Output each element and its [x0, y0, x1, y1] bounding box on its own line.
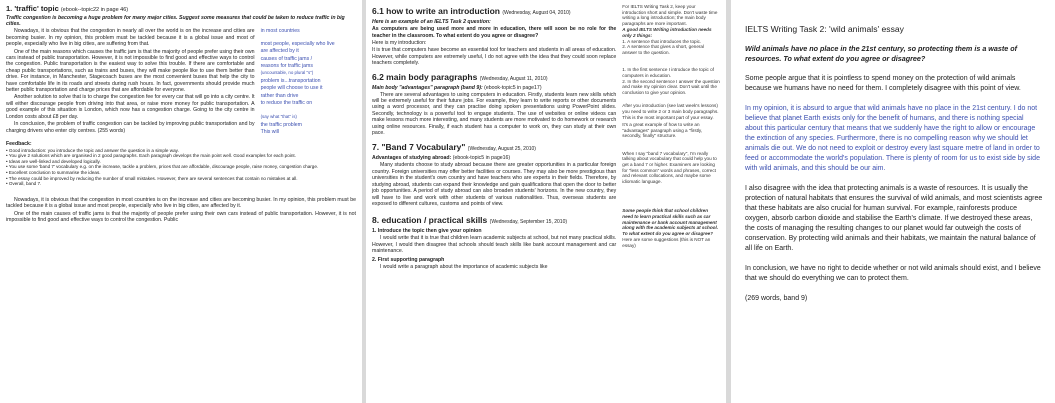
section-heading — [6, 4, 356, 13]
note: problem is...transportation — [260, 77, 321, 84]
revised-paragraph: Nowadays, it is obvious that the congestion in most countries is on the increase and cities are becoming busier. In my opinion, this problem must be tackled because it is a global issue and most people, especially who live in big cities, are affected by it. — [6, 196, 356, 210]
section-heading — [372, 142, 616, 152]
sample-paragraph: I would write a paragraph about the importance of academic subjects like — [380, 263, 548, 270]
note: reasons for traffic jams — [260, 63, 313, 70]
heading-text: 8. education / practical skills — [372, 215, 488, 226]
essay-question: Traffic congestion is becoming a huge problem for many major cities. Suggest some measures that could be taken to reduce traffic in big cities. — [6, 15, 345, 28]
margin-note: A good IELTS Writing introduction needs only 2 things: — [622, 27, 712, 38]
note: (say what "that" is) — [260, 114, 297, 120]
essay-paragraph: One of the main reasons which causes the traffic jam is that the majority of people prefer using their own cars instead of public transportation. However, it is not impossible to find good and effective ways to control the congestion. Public transportation is the easiest way to solve this trouble. If there are comfortable and cheap public transportations, such as trains and buses, they will make people like to use them better than drive. For instance, in Manchester, Stagecoach buses are the most convenient buses that help the city to have comfortable life in its roads and streets during rush hours. In fact, governments should provide much better public transportation and charge prices that are affordable for everyone. — [6, 48, 255, 94]
heading-date: (Wednesday, August 04, 2010) — [502, 10, 571, 16]
feedback-item: • You give 2 solutions which are organised in 2 good paragraphs. Each paragraph develops the main point well. Good examples for each point. — [6, 153, 296, 159]
subheading-text: Main body "advantages" paragraph (band 9): — [372, 84, 483, 91]
note: This will — [260, 129, 280, 136]
note: are affected by it — [260, 48, 299, 55]
note: (uncountable, no plural "s") — [260, 70, 314, 76]
intro-label: Here is my introduction: — [372, 40, 427, 47]
subheading-ref: (ebook-topic5 in page16) — [452, 155, 511, 162]
heading-text: 1. 'traffic' topic — [6, 4, 59, 13]
essay-paragraph: In conclusion, we have no right to decide whether or not wild animals should exist, and I believe that we should do everything we can to protect them. — [745, 265, 1041, 282]
heading-date: (Wednesday, August 11, 2010) — [479, 75, 548, 82]
note: most people, especially who live — [260, 40, 335, 47]
essay-paragraph: In my opinion, it is absurd to argue that wild animals have no place in the 21st century. I do not believe that planet Earth exists only for the benefit of humans, and there is nothing special about this particular century that means that we suddenly have the right to allow or encourage the extinction of any species. Furthermore, there is no compelling reason why we should let animals die out. We do not need to exploit or destroy every last square metre of land in order to feed or accommodate the world's population. There is plenty of room for us to exist side by side with wild animals, and this should be our aim. — [745, 105, 1040, 172]
margin-notes — [616, 4, 720, 271]
heading-text: 7. "Band 7 Vocabulary" — [372, 142, 466, 153]
essay-paragraph: Nowadays, it is obvious that the congestion in nearly all over the world is on the increase and cities are becoming busier. In my opinion, this problem must be tackled because it is a global issue and most of people, especially who live in big cities, are suffering from that. — [6, 28, 255, 48]
document-page-traffic — [0, 0, 362, 403]
heading-ref: (ebook--topic22 in page 46) — [60, 7, 129, 13]
feedback-item: • Excellent conclusion to summarise the ideas. — [6, 170, 101, 176]
subheading: 2. First supporting paragraph — [372, 256, 445, 263]
note: the traffic problem — [260, 121, 302, 128]
note: to reduce the traffic on — [260, 100, 313, 107]
intro-label: Here is an example of an IELTS Task 2 question: — [372, 19, 491, 25]
sample-paragraph — [372, 92, 616, 137]
heading-date: (Wednesday, September 15, 2010) — [489, 219, 568, 226]
note: in most countries — [260, 28, 300, 35]
section-heading — [372, 215, 616, 225]
margin-note: Some people think that school children need to learn practical skills such as car maintenance or bank account management along with the academic subjects at school. To what extent do you agree or disagree? — [622, 208, 719, 236]
essay-paragraph: Some people argue that it is pointless to spend money on the protection of wild animals because we humans have no need for them. I completely disagree with this point of view. — [745, 75, 1021, 92]
feedback-item: • The essay could be improved by reducing the number of small mistakes. However, there are several sentences that contain no mistakes at all. — [6, 175, 298, 181]
subheading — [372, 155, 616, 161]
feedback-item: • You use some 'band 7' vocabulary e.g. on the increase, tackle a problem, prices that are affordable, discourage people, raise money, congestion charge. — [6, 164, 319, 170]
subheading — [372, 85, 616, 91]
section-heading — [372, 6, 616, 16]
feedback-title: Feedback: — [6, 140, 32, 147]
margin-note: It's a great example of how to write an "advantages" paragraph using a "firstly, secondly, finally" structure. — [622, 122, 703, 139]
essay-paragraph: In conclusion, the problem of traffic congestion can be tackled by improving public transportation and by charging drivers who enter city centres. (255 words) — [6, 121, 255, 134]
document-page-writing-lessons — [366, 0, 726, 403]
essay-title: IELTS Writing Task 2: 'wild animals' essay — [745, 24, 904, 34]
heading-text: 6.1 how to write an introduction — [372, 6, 500, 16]
heading-date: (Wednesday, August 25, 2010) — [467, 146, 536, 153]
margin-note: Here are some suggestions (this is NOT an essay) — [622, 237, 711, 248]
note: causes of traffic jams / — [260, 55, 313, 62]
feedback-list — [6, 148, 356, 187]
subheading-ref: (ebook-topic5 in page17) — [484, 84, 542, 91]
essay-paragraph: I also disagree with the idea that protecting animals is a waste of resources. It is usually the protection of natural habitats that ensures the survival of wild animals, and most scientists agree that these habitats are also crucial for human survival. For example, rainforests produce oxygen, absorb carbon dioxide and stabilise the Earth's climate. If we destroyed these areas, the costs of managing the resulting changes to our planet would far outweigh the costs of conservation. By protecting wild animals and their habitats, we maintain the natural balance of all life on Earth. — [745, 185, 1043, 252]
correction-notes — [255, 28, 356, 136]
document-page-wild-animals — [731, 0, 1055, 403]
revised-paragraph: One of the main causes of traffic jams is that the majority of people prefer using their own cars instead of public transportation. However, it is not impossible to find good and effective ways to control the congestion. Public — [6, 210, 356, 224]
feedback-item: • Ideas are well-linked and developed logically. — [6, 158, 101, 164]
subheading-text: Advantages of studying abroad: — [372, 155, 452, 162]
note: people will choose to use it — [260, 85, 323, 92]
paragraph-text: There are several advantages to using computers in education. Firstly, students learn new skills which will be extremely useful for their future jobs. For example, they learn to write reports or other documents using a word processor, and they can practise doing spoken presentations using PowerPoint slides. Secondly, technology is a powerful tool to engage students. The use of websites or online videos can make lessons much more interesting, and many students are more motivated to do homework or research using online resources. Finally, if each student has a computer to work on, they can study at their own pace. — [372, 91, 617, 137]
feedback-item: • Good introduction: you introduce the topic and answer the question in a simple way. — [6, 147, 179, 153]
word-count: (269 words, band 9) — [745, 295, 808, 302]
note-text: When I say "band 7 vocabulary", I'm really talking about vocabulary that could help you to get a band 7 or higher. Examiners are looking for "less common" words and phrases, correct and relevant collocations, and maybe some idiomatic language. — [622, 150, 717, 184]
essay-paragraph: Another solution to solve that is to charge the congestion fee for every car that will go into a city centre. It will either discourage people from driving into that area, or raise more money for public transportation. A good example of this situation is London, which now has a congestion charge. Going to the city centre in London costs about £8 per day. — [6, 94, 255, 120]
sample-introduction: It is true that computers have become an essential tool for teachers and students in all areas of education. However, while computers are extremely useful, I do not agree with the idea that they could soon replace teachers completely. — [372, 47, 617, 67]
margin-note: After you introduction (see last week's lessons) you need to write 2 or 3 main body paragraphs. This is the most important part of your essay. — [622, 103, 719, 120]
feedback-item: • Overall, band 7. — [6, 181, 42, 187]
margin-note: 1. In the first sentence I introduce the topic of computers in education. 2. In the second sentence I answer the question and make my opinion clear. Don't wait until the conclusion to give your opinion. — [622, 67, 720, 95]
sample-paragraph: I would write that it is true that children learn academic subjects at school, but not many practical skills. However, I would then disagree that schools should teach skills like bank account management and car maintenance. — [372, 235, 617, 255]
margin-note — [622, 151, 720, 185]
heading-text: 6.2 main body paragraphs — [372, 71, 478, 82]
essay-question: Wild animals have no place in the 21st century, so protecting them is a waste of resources. To what extent do you agree or disagree? — [745, 44, 1018, 63]
section-heading — [372, 72, 616, 82]
margin-note: For IELTS Writing Task 2, keep your introduction short and simple. Don't waste time writing a long introduction; the main body paragraphs are more important. — [622, 4, 718, 26]
sample-question: As computers are being used more and more in education, there will soon be no role for the teacher in the classroom. To what extent do you agree or disagree? — [372, 26, 617, 39]
note: rather than drive — [260, 92, 299, 99]
sample-paragraph: Many students choose to study abroad because there are greater opportunities in a particular foreign country. Foreign universities may offer better facilities or courses. They may also be more prestigious than universities in the student's own country and have teachers who are experts in their fields. Therefore, by studying abroad, students can expand their knowledge and gain qualifications that open the door to better job opportunities. A period of study abroad can also broaden students' horizons. In the new country, they will have to live and work with other students of various nationalities. Thus, overseas students are exposed to different cultures, customs and points of view. — [372, 162, 617, 207]
margin-note: 1. A sentence that introduces the topic. 2. A sentence that gives a short, general answer to the question. — [622, 38, 705, 55]
subheading: 1. Introduce the topic then give your opinion — [372, 228, 482, 235]
